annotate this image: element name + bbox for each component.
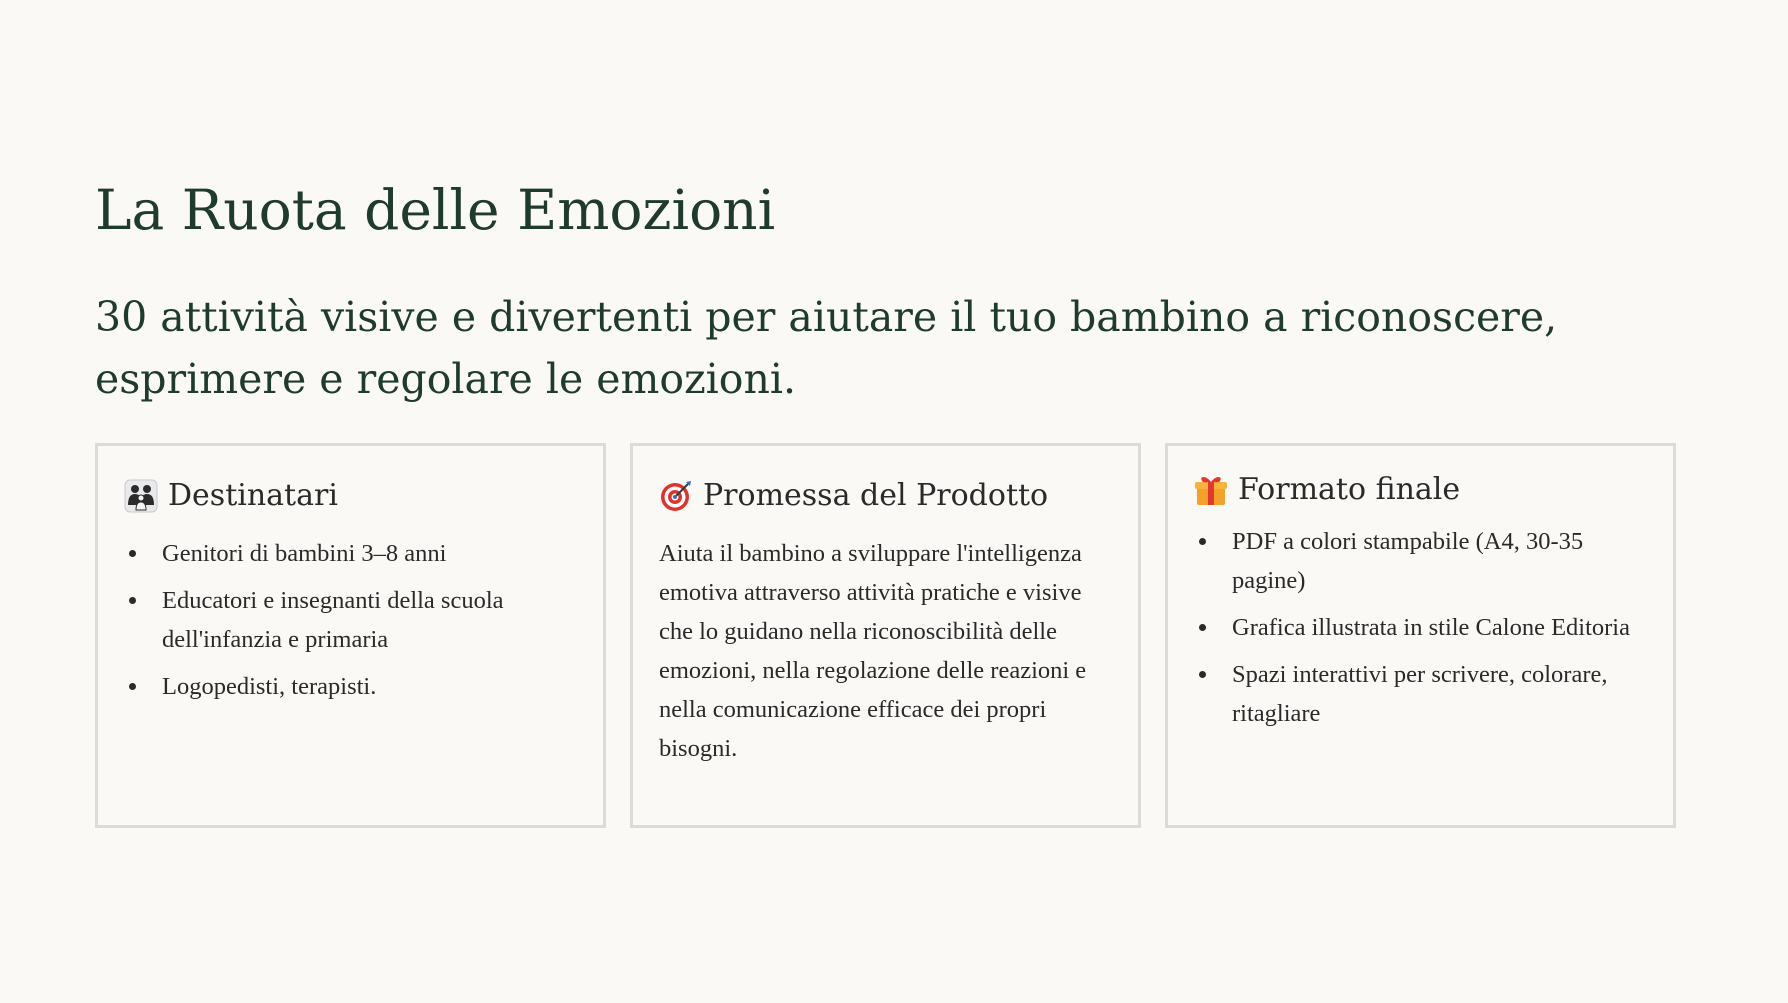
list-item: PDF a colori stampabile (A4, 30-35 pagine): [1232, 522, 1647, 600]
card-header: [659, 476, 1112, 516]
card-title-destinatari: Destinatari: [168, 478, 338, 513]
list-item: Grafica illustrata in stile Calone Editoria: [1232, 608, 1647, 647]
page-subtitle: 30 attività visive e divertenti per aiutare il tuo bambino a riconoscere, esprimere e regolare le emozioni.: [95, 293, 1558, 403]
card-promessa: [630, 443, 1141, 828]
card-header: [124, 476, 577, 516]
gift-icon: [1194, 473, 1228, 507]
target-icon: [659, 479, 693, 513]
list-item: Genitori di bambini 3–8 anni: [162, 534, 577, 573]
family-icon: [124, 479, 158, 513]
list-item: Educatori e insegnanti della scuola dell'infanzia e primaria: [162, 581, 577, 659]
card-header: [1194, 470, 1647, 510]
card-destinatari: [95, 443, 606, 828]
format-list: [1194, 522, 1647, 733]
list-item: Logopedisti, terapisti.: [162, 667, 577, 706]
list-item: Spazi interattivi per scrivere, colorare, ritagliare: [1232, 655, 1647, 733]
card-title-formato: Formato finale: [1238, 472, 1461, 507]
card-formato: [1165, 443, 1676, 828]
card-title-promessa: Promessa del Prodotto: [703, 478, 1049, 513]
info-cards: [95, 443, 1676, 828]
page-title: La Ruota delle Emozioni: [95, 178, 776, 242]
product-promise-text: Aiuta il bambino a sviluppare l'intelligenza emotiva attraverso attività pratiche e visive che lo guidano nella riconoscibilità delle emozioni, nella regolazione delle reazioni e nella comunicazione efficace dei propri bisogni.: [659, 540, 1087, 762]
audience-list: [124, 534, 577, 706]
